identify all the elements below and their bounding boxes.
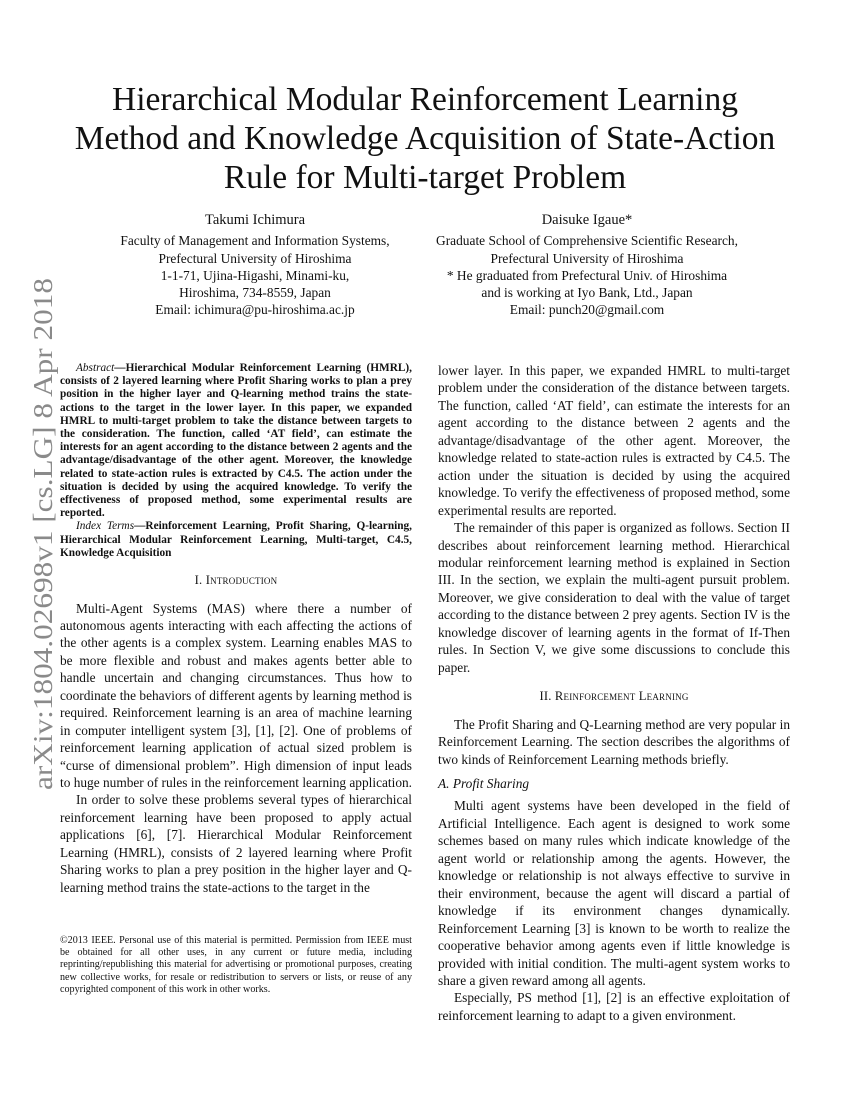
author-name: Takumi Ichimura	[204, 212, 306, 228]
copyright-notice: ©2013 IEEE. Personal use of this material is permitted. Permission from IEEE must be obtained for all other uses, in any current or future media, including reprinting/republishing this material for advertising or promotional purposes, creating new collective works, for resale or redistribution to servers or lists, or reuse of any copyrighted component of this work in other works.	[60, 935, 412, 995]
author-footnote-line: * He graduated from Prefectural Univ. of Hiroshima	[446, 267, 728, 283]
title-line-1: Hierarchical Modular Reinforcement Learning	[112, 81, 738, 118]
section-heading-introduction: I. Introduction	[194, 573, 278, 588]
arxiv-stamp-text: arXiv:1804.02698v1 [cs.LG] 8 Apr 2018	[28, 347, 58, 790]
paper-title	[60, 80, 790, 197]
right-column	[438, 362, 790, 1024]
author-affiliation-line: Prefectural University of Hiroshima	[158, 250, 352, 266]
paragraph: Multi-Agent Systems (MAS) where there a number of autonomous agents interacting with each affecting the actions of the other agents is a complex system. Learning enables MAS to be more flexible and robust and makes agents better able to handle uncertain and changing circumstances. Thus how to coordinate the behaviors of different agents by learning method is required. Reinforcement learning is an area of machine learning in computer intelligent system [3], [1], [2]. One of problems of reinforcement learning application of actual sized problem is “curse of dimensional problem”. High dimension of input leads to huge number of rules in the reinforcement learning application.	[60, 600, 413, 791]
paragraph: Especially, PS method [1], [2] is an effective exploitation of reinforcement learning to adapt to a given environment.	[438, 990, 790, 1023]
author-email: Email: ichimura@pu-hiroshima.ac.jp	[155, 302, 355, 318]
subsection-heading-profit-sharing: A. Profit Sharing	[438, 775, 530, 791]
author-footnote-line: and is working at Iyo Bank, Ltd., Japan	[481, 285, 693, 301]
paragraph: The remainder of this paper is organized as follows. Section II describes about reinforcement learning method. Hierarchical modular reinforcement learning method is explained in Section III. In the section, we explain the multi-agent pursuit problem. Moreover, we give consideration to deal with the value of target according to the distance between 2 prey agents. Section IV is the knowledge discover of learning agents in the format of If-Then rules. In Section V, we give some discussions to conclude this paper.	[438, 520, 790, 675]
author-affiliation-line: Graduate School of Comprehensive Scientific Research,	[436, 233, 738, 249]
author-name: Daisuke Igaue*	[541, 212, 633, 228]
paragraph: lower layer. In this paper, we expanded HMRL to multi-target problem under the consideration of the distance between targets. The function, called ‘AT field’, can estimate the interests for an agent according to the distance between 2 agents and the advantage/disadvantage of the other agent. Moreover, the knowledge related to state-action rules is extracted by C4.5. The action under the situation is decided by using the acquired knowledge. To verify the effectiveness of proposed method, some experimental results are reported.	[438, 363, 790, 518]
author-address-line: 1-1-71, Ujina-Higashi, Minami-ku,	[160, 267, 350, 283]
abstract	[60, 362, 412, 520]
author-address-line: Hiroshima, 734-8559, Japan	[179, 285, 331, 301]
author-affiliation-line: Faculty of Management and Information Systems,	[120, 233, 390, 249]
author-block-ichimura	[80, 212, 430, 319]
paragraph: In order to solve these problems several types of hierarchical reinforcement learning have been proposed to apply actual applications [6], [7]. Hierarchical Modular Reinforcement Learning (HMRL), consists of 2 layered learning where Profit Sharing works to plan a prey position in the higher layer and Q-learning method trains the state-actions to the target in the	[60, 792, 412, 895]
index-terms-text: —Reinforcement Learning, Profit Sharing, Q-learning, Hierarchical Modular Reinforcement Learning, Multi-target, C4.5, Knowledge Acquisition	[60, 520, 413, 559]
abstract-text: —Hierarchical Modular Reinforcement Learning (HMRL), consists of 2 layered learning where Profit Sharing works to plan a prey position in the higher layer and Q-learning method trains the state-actions to the target in the lower layer. In this paper, we expanded HMRL to multi-target problem to take the distance between targets to the consideration. The function, called ‘AT field’, can estimate the interests for an agent according to the distance between 2 agents and the advantage/disadvantage of the other agent. Moreover, the knowledge related to state-action rules is extracted by C4.5. The action under the situation is decided by using the acquired knowledge. To verify the effectiveness of proposed method, some experimental results are reported.	[60, 362, 412, 520]
index-terms	[60, 520, 412, 560]
title-line-3: Rule for Multi-target Problem	[223, 159, 627, 196]
paragraph: Multi agent systems have been developed in the field of Artificial Intelligence. Each agent is designed to work some schemes based on many rules which indicate knowledge of the agent world or relationship among the agents. However, the knowledge or relationship is not always effective to survive in their environment, because the agent will discard a partial of knowledge if its environment changes dynamically. Reinforcement Learning [3] is known to be worth to realize the cooperative behavior among agents even if little knowledge is provided with initial condition. The multi-agent system works to share a given reward among all agents.	[438, 798, 790, 988]
arxiv-identifier-stamp	[14, 272, 66, 792]
left-column	[60, 362, 412, 896]
author-block-igaue	[412, 212, 762, 319]
author-affiliation-line: Prefectural University of Hiroshima	[490, 250, 684, 266]
abstract-label: Abstract	[76, 362, 115, 374]
section-heading-reinforcement-learning: II. Reinforcement Learning	[539, 689, 689, 704]
paragraph: The Profit Sharing and Q-Learning method are very popular in Reinforcement Learning. The section describes the algorithms of two kinds of Reinforcement Learning methods briefly.	[438, 716, 790, 767]
index-terms-label: Index Terms	[76, 520, 135, 533]
author-email: Email: punch20@gmail.com	[509, 302, 665, 318]
title-line-2: Method and Knowledge Acquisition of State-Action	[74, 120, 776, 157]
